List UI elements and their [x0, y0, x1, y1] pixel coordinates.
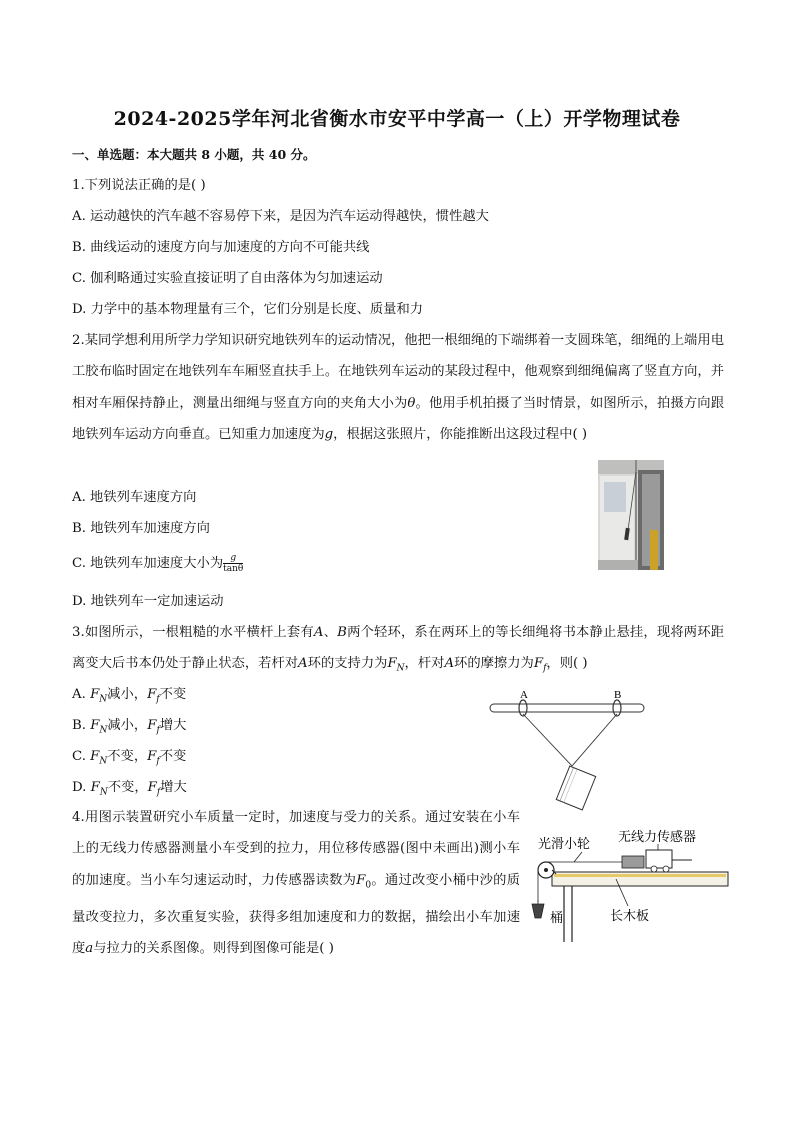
- q4-stem: 4.用图示装置研究小车质量一定时，加速度与受力的关系。通过安装在小车上的无线力传感器测量小车受到的拉力，用位移传感器(图中未画出)测小车的加速度。当小车匀速运动时，力传感器读数为$F_0$。通过改变小桶中沙的质量改变拉力，多次重复实验，获得多组加速度和力的数据，描绘出小车加速度a与拉力的关系图像。则得到图像可能是( ): [72, 810, 521, 956]
- q3-option-b: B. $F_N$减小，$F_f$增大: [72, 718, 187, 736]
- bucket-label: 桶: [550, 911, 564, 926]
- q3-option-d: D. $F_N$不变，$F_f$增大: [72, 780, 187, 798]
- pulley-label: 光滑小轮: [538, 837, 591, 852]
- sensor-label: 无线力传感器: [618, 830, 697, 845]
- q3-stem: 3.如图所示，一根粗糙的水平横杆上套有A、B两个轻环，系在两环上的等长细绳将书本静止悬挂，现将两环距离变大后书本仍处于静止状态，若杆对A环的支持力为$F_N$，杆对A环的摩擦力为$F_f$，则( ): [72, 625, 725, 674]
- q2-option-b: B. 地铁列车加速度方向: [72, 521, 210, 536]
- ring-a-label: A: [520, 689, 528, 701]
- ring-b-label: B: [614, 689, 622, 701]
- subway-photo-figure: [598, 460, 664, 570]
- force-sensor: [622, 856, 644, 868]
- q2-stem: 2.某同学想利用所学力学知识研究地铁列车的运动情况，他把一根细绳的下端绑着一支圆珠笔，细绳的上端用电工胶布临时固定在地铁列车车厢竖直扶手上。在地铁列车运动的某段过程中，他观察到细绳偏离了竖直方向，并相对车厢保持静止，测量出细绳与竖直方向的夹角大小为θ。他用手机拍摄了当时情景，如图所示，拍摄方向跟地铁列车运动方向垂直。已知重力加速度为g，根据这张照片，你能推断出这段过程中( ): [72, 333, 725, 442]
- q2-option-c: C. 地铁列车加速度大小为 $\frac{g}{\tan\theta}$: [72, 553, 244, 574]
- q1-option-b: B. 曲线运动的速度方向与加速度的方向不可能共线: [72, 240, 370, 255]
- cart: [646, 850, 672, 868]
- board-label: 长木板: [610, 909, 650, 924]
- book: [556, 766, 595, 810]
- exam-title: 2024-2025学年河北省衡水市安平中学高一（上）开学物理试卷: [113, 108, 681, 130]
- q2-option-d: D. 地铁列车一定加速运动: [72, 594, 224, 609]
- q1-option-c: C. 伽利略通过实验直接证明了自由落体为匀加速运动: [72, 271, 383, 286]
- cart-pulley-figure: [524, 822, 734, 948]
- q3-option-a: A. $F_N$减小，$F_f$不变: [72, 687, 187, 705]
- q3-option-c: C. $F_N$不变，$F_f$不变: [72, 749, 187, 767]
- q1-option-d: D. 力学中的基本物理量有三个，它们分别是长度、质量和力: [72, 302, 424, 317]
- section-heading: 一、单选题：本大题共 8 小题，共 40 分。: [72, 147, 316, 162]
- bucket: [532, 904, 544, 918]
- q1-stem: 1.下列说法正确的是( ): [72, 178, 206, 193]
- q1-option-a: A. 运动越快的汽车越不容易停下来，是因为汽车运动得越快，惯性越大: [72, 209, 489, 224]
- q2-option-a: A. 地铁列车速度方向: [72, 490, 197, 505]
